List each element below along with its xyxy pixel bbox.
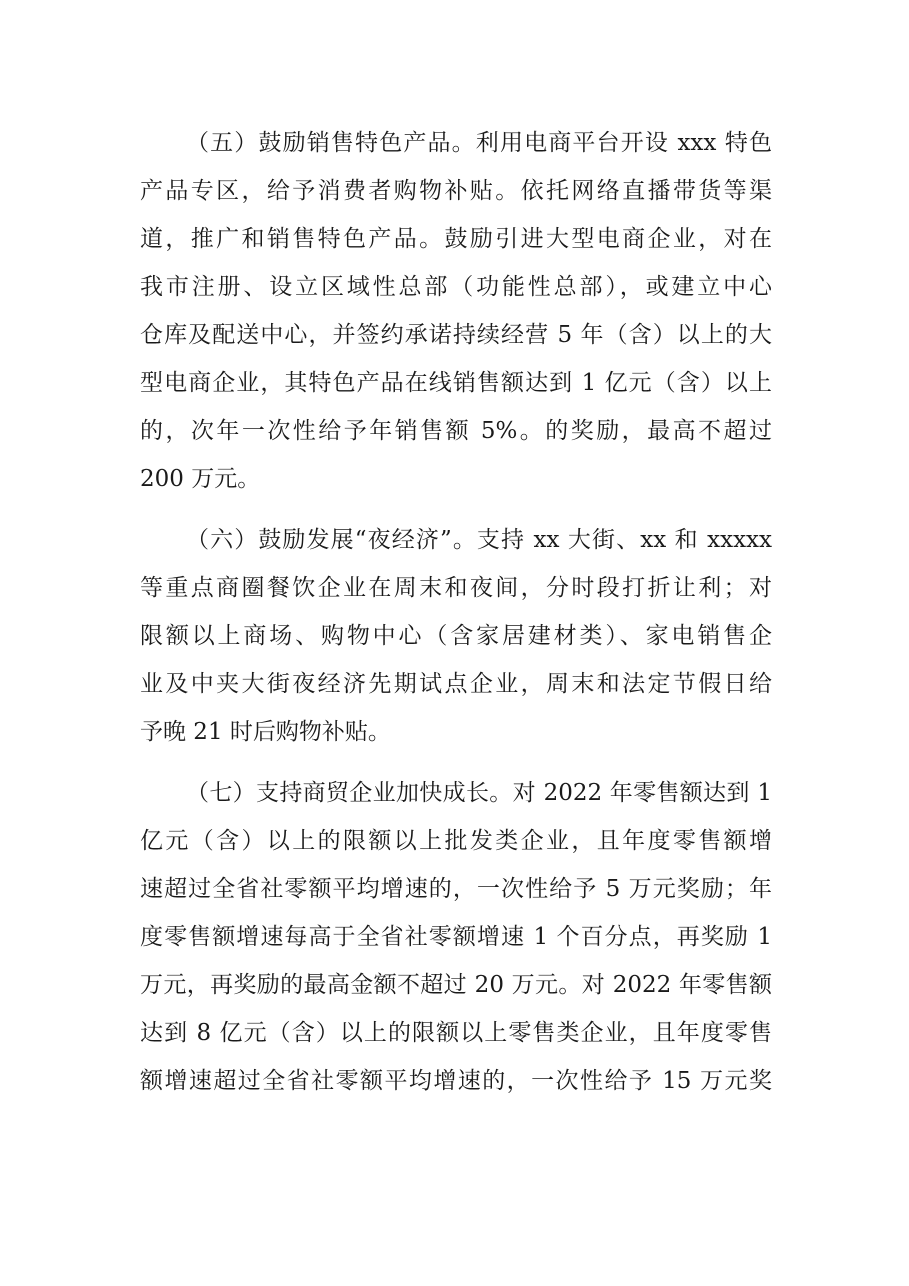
paragraph-6-line-3: 限额以上商场、购物中心（含家居建材类）、家电销售企 <box>140 623 772 649</box>
paragraph-6-line-2: 等重点商圈餐饮企业在周末和夜间，分时段打折让利；对 <box>140 575 772 601</box>
paragraph-7-line-1: （七）支持商贸企业加快成长。对 2022 年零售额达到 1 <box>186 780 772 806</box>
paragraph-7-line-5: 万元，再奖励的最高金额不超过 20 万元。对 2022 年零售额 <box>140 972 772 998</box>
paragraph-7-line-3: 速超过全省社零额平均增速的，一次性给予 5 万元奖励；年 <box>140 876 772 902</box>
paragraph-5-line-5: 仓库及配送中心，并签约承诺持续经营 5 年（含）以上的大 <box>140 322 772 348</box>
paragraph-7-line-6: 达到 8 亿元（含）以上的限额以上零售类企业，且年度零售 <box>140 1020 772 1046</box>
paragraph-5-line-4: 我市注册、设立区域性总部（功能性总部），或建立中心 <box>140 274 772 300</box>
paragraph-5-line-7: 的，次年一次性给予年销售额 5%。的奖励，最高不超过 <box>140 418 772 444</box>
paragraph-5-line-3: 道，推广和销售特色产品。鼓励引进大型电商企业，对在 <box>140 226 772 252</box>
paragraph-6-line-5: 予晚 21 时后购物补贴。 <box>140 719 391 745</box>
paragraph-7-line-7: 额增速超过全省社零额平均增速的，一次性给予 15 万元奖 <box>140 1068 772 1094</box>
paragraph-5-line-1: （五）鼓励销售特色产品。利用电商平台开设 xxx 特色 <box>186 130 772 156</box>
paragraph-5-line-6: 型电商企业，其特色产品在线销售额达到 1 亿元（含）以上 <box>140 370 772 396</box>
paragraph-6-line-4: 业及中夹大街夜经济先期试点企业，周末和法定节假日给 <box>140 671 772 697</box>
paragraph-7-line-4: 度零售额增速每高于全省社零额增速 1 个百分点，再奖励 1 <box>140 924 772 950</box>
paragraph-7-line-2: 亿元（含）以上的限额以上批发类企业，且年度零售额增 <box>140 828 772 854</box>
paragraph-5-line-2: 产品专区，给予消费者购物补贴。依托网络直播带货等渠 <box>140 178 772 204</box>
paragraph-5-line-8: 200 万元。 <box>140 466 261 492</box>
paragraph-6-line-1: （六）鼓励发展“夜经济”。支持 xx 大街、xx 和 xxxxx <box>186 527 772 553</box>
